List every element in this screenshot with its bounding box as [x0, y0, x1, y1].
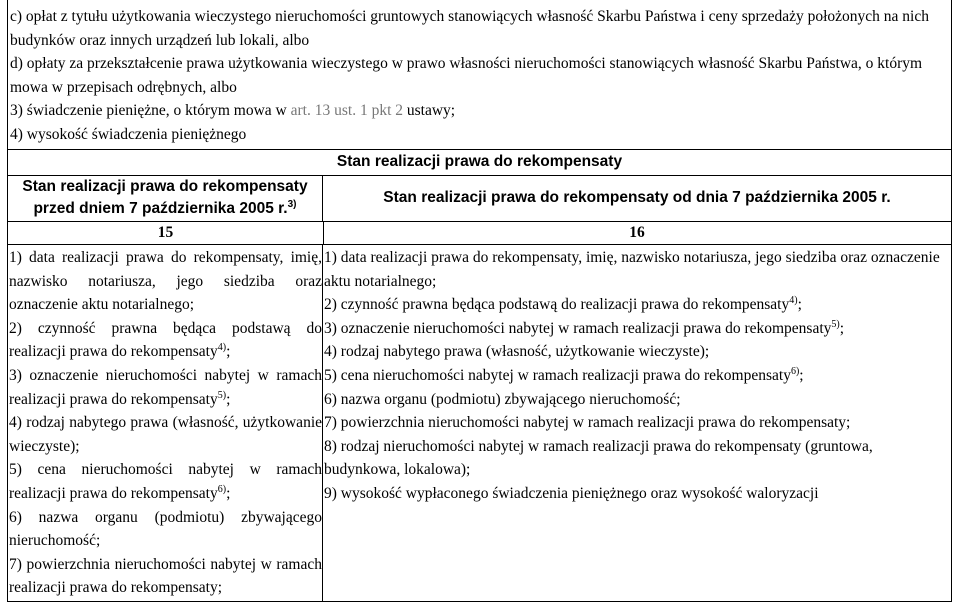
list-item-text: 8) rodzaj nieruchomości nabytej w ramach realizacji prawa do rekompensaty (gruntowa, budynkowa, lokalowa);	[324, 437, 873, 479]
list-item-tail: ;	[226, 390, 231, 408]
left-column-header-text: Stan realizacji prawa do rekompensaty przed dniem 7 października 2005 r.	[22, 178, 308, 217]
intro-line-3	[10, 99, 951, 123]
list-item-tail: ;	[799, 366, 804, 384]
list-item-text: 2) czynność prawna będąca podstawą do realizacji prawa do rekompensaty	[9, 319, 322, 361]
list-item	[9, 458, 322, 505]
list-item-text: 3) oznaczenie nieruchomości nabytej w ramach realizacji prawa do rekompensaty	[9, 366, 322, 408]
right-column-number: 16	[629, 224, 645, 241]
list-item-text: 7) powierzchnia nieruchomości nabytej w ramach realizacji prawa do rekompensaty;	[9, 555, 322, 597]
list-item-text: 2) czynność prawna będąca podstawą do realizacji prawa do rekompensaty	[324, 296, 790, 314]
list-item-text: 5) cena nieruchomości nabytej w ramach realizacji prawa do rekompensaty	[9, 461, 322, 502]
list-item-text: 6) nazwa organu (podmiotu) zbywającego nieruchomość;	[324, 390, 681, 408]
left-column-header	[8, 175, 323, 221]
list-item	[324, 340, 951, 364]
right-column-header: Stan realizacji prawa do rekompensaty od dnia 7 października 2005 r.	[383, 189, 891, 206]
left-column-number: 15	[8, 222, 324, 244]
footnote-marker: 6)	[790, 365, 800, 377]
left-column-body	[8, 244, 323, 601]
list-item-text: 1) data realizacji prawa do rekompensaty, imię, nazwisko notariusza, jego siedziba oraz oznaczenie aktu notarialnego;	[9, 249, 322, 314]
footnote-marker: 6)	[217, 483, 227, 495]
list-item	[324, 317, 951, 341]
intro-line-d: d) opłaty za przekształcenie prawa użytkowania wieczystego w prawo własności nieruchomości stanowiących własność Skarbu Państwa, o którym mowa w przepisach odrębnych, albo	[10, 55, 923, 96]
list-item-tail: ;	[226, 484, 231, 502]
list-item-tail: ;	[226, 343, 231, 361]
footnote-marker: 5)	[217, 389, 227, 401]
list-item	[324, 364, 951, 388]
intro-line-3-tail: ustawy;	[403, 102, 456, 120]
list-item	[324, 482, 951, 506]
list-item	[324, 246, 951, 293]
list-item	[324, 435, 951, 482]
list-item-text: 9) wysokość wypłaconego świadczenia pieniężnego oraz wysokość waloryzacji	[324, 484, 819, 502]
list-item-text: 1) data realizacji prawa do rekompensaty, imię, nazwisko notariusza, jego siedziba oraz oznaczenie aktu notarialnego;	[324, 249, 940, 290]
law-reference-link[interactable]: art. 13 ust. 1 pkt 2	[290, 102, 404, 120]
intro-line-4: 4) wysokość świadczenia pieniężnego	[10, 125, 247, 143]
list-item	[9, 317, 322, 364]
intro-line-c: c) opłat z tytułu użytkowania wieczystego nieruchomości gruntowych stanowiących własność Skarbu Państwa i ceny sprzedaży położonych na nich budynków oraz innych urządzeń lub lokali, albo	[10, 8, 929, 49]
footnote-marker: 5)	[831, 318, 840, 330]
document-table	[7, 0, 952, 602]
column-numbers-row	[8, 221, 951, 245]
list-item-text: 5) cena nieruchomości nabytej w ramach realizacji prawa do rekompensaty	[324, 366, 791, 384]
list-item-text: 7) powierzchnia nieruchomości nabytej w ramach realizacji prawa do rekompensaty;	[324, 414, 851, 432]
list-item	[324, 293, 951, 317]
intro-text	[8, 0, 951, 147]
footnote-marker: 4)	[217, 342, 227, 354]
list-item	[324, 411, 951, 435]
right-column-body	[323, 244, 951, 601]
list-item	[324, 388, 951, 412]
list-item-tail: ;	[797, 296, 802, 314]
list-item-text: 4) rodzaj nabytego prawa (własność, użytkowanie wieczyste);	[9, 414, 322, 455]
list-item-tail: ;	[839, 319, 845, 337]
list-item-text: 3) oznaczenie nieruchomości nabytej w ramach realizacji prawa do rekompensaty	[324, 319, 832, 337]
table-title: Stan realizacji prawa do rekompensaty	[8, 149, 951, 176]
left-column-header-footnote: 3)	[287, 198, 297, 210]
footnote-marker: 4)	[789, 295, 798, 307]
list-item-text: 4) rodzaj nabytego prawa (własność, użytkowanie wieczyste);	[324, 343, 710, 361]
intro-line-3-text: 3) świadczenie pieniężne, o którym mowa w	[10, 102, 291, 120]
list-item	[9, 506, 322, 553]
list-item	[9, 411, 322, 458]
list-item	[9, 364, 322, 411]
list-item	[9, 246, 322, 317]
list-item-text: 6) nazwa organu (podmiotu) zbywającego nieruchomość;	[9, 508, 322, 550]
list-item	[9, 553, 322, 600]
